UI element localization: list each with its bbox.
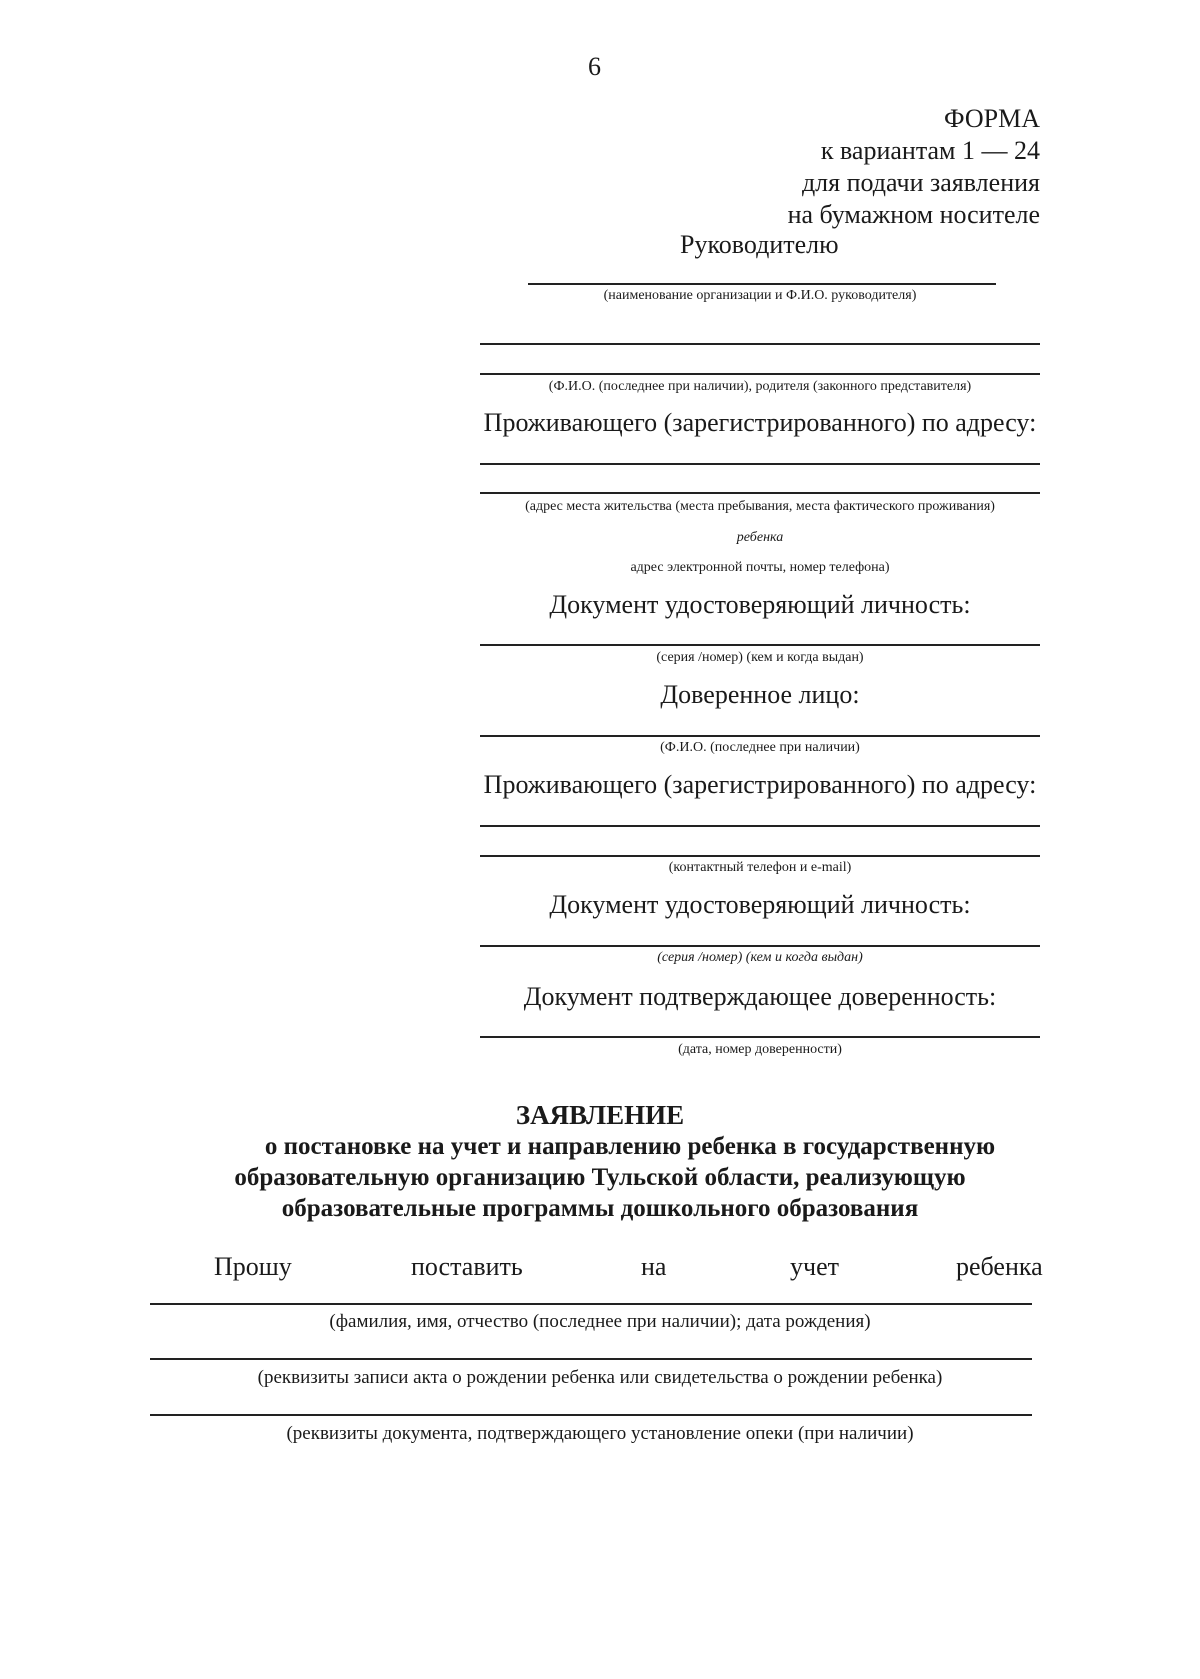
request-word-4: учет [790,1252,839,1281]
proxy-residing-label: Проживающего (зарегистрированного) по адресу: [483,770,1037,799]
request-word-3: на [641,1252,667,1281]
residing-label: Проживающего (зарегистрированного) по адресу: [483,408,1037,437]
custody-input-line[interactable] [150,1414,1032,1416]
contact-caption: (контактный телефон и e-mail) [668,860,852,875]
org-input-line[interactable] [528,283,996,285]
email-caption: адрес электронной почты, номер телефона) [630,560,890,575]
proxy-address-input-line-2[interactable] [480,855,1040,857]
id-doc-label: Документ удостоверяющий личность: [549,590,971,619]
request-word-2: поставить [411,1252,523,1281]
purpose-line-1: для подачи заявления [801,168,1040,197]
proxy-label: Доверенное лицо: [660,680,860,709]
addressee-label: Руководителю [680,230,839,259]
birth-record-input-line[interactable] [150,1358,1032,1360]
parent-input-line-1[interactable] [480,343,1040,345]
proxy-name-input-line[interactable] [480,735,1040,737]
proxy-id-doc-input-line[interactable] [480,945,1040,947]
poa-caption: (дата, номер доверенности) [678,1042,842,1057]
id-doc-caption: (серия /номер) (кем и когда выдан) [656,650,864,665]
id-doc-input-line[interactable] [480,644,1040,646]
proxy-id-doc-label: Документ удостоверяющий личность: [549,890,971,919]
statement-title: ЗАЯВЛЕНИЕ [515,1100,685,1130]
request-word-1: Прошу [214,1252,292,1281]
proxy-address-input-line-1[interactable] [480,825,1040,827]
address-input-line-1[interactable] [480,463,1040,465]
statement-subtitle-1: о постановке на учет и направлению ребенка в государственную [264,1133,996,1160]
statement-subtitle-2: образовательную организацию Тульской области, реализующую [234,1164,966,1191]
purpose-line-2: на бумажном носителе [787,200,1040,229]
address-caption: (адрес места жительства (места пребывания, места фактического проживания) [525,499,995,514]
child-caption: ребенка [736,530,784,545]
org-caption: (наименование организации и Ф.И.О. руководителя) [603,288,917,303]
proxy-id-doc-caption: (серия /номер) (кем и когда выдан) [657,950,863,965]
page-number: 6 [588,52,601,81]
parent-input-line-2[interactable] [480,373,1040,375]
birth-record-caption: (реквизиты записи акта о рождении ребенка или свидетельства о рождении ребенка) [257,1367,943,1388]
child-name-caption: (фамилия, имя, отчество (последнее при наличии); дата рождения) [329,1311,871,1332]
variants-label: к вариантам 1 — 24 [820,136,1040,165]
custody-caption: (реквизиты документа, подтверждающего установление опеки (при наличии) [286,1423,914,1444]
request-word-5: ребенка [956,1252,1043,1281]
child-name-input-line[interactable] [150,1303,1032,1305]
parent-caption: (Ф.И.О. (последнее при наличии), родителя (законного представителя) [548,379,972,394]
poa-label: Документ подтверждающее доверенность: [523,982,997,1011]
poa-input-line[interactable] [480,1036,1040,1038]
address-input-line-2[interactable] [480,492,1040,494]
statement-subtitle-3: образовательные программы дошкольного образования [281,1195,919,1222]
form-label: ФОРМА [944,104,1040,133]
proxy-name-caption: (Ф.И.О. (последнее при наличии) [660,740,860,755]
